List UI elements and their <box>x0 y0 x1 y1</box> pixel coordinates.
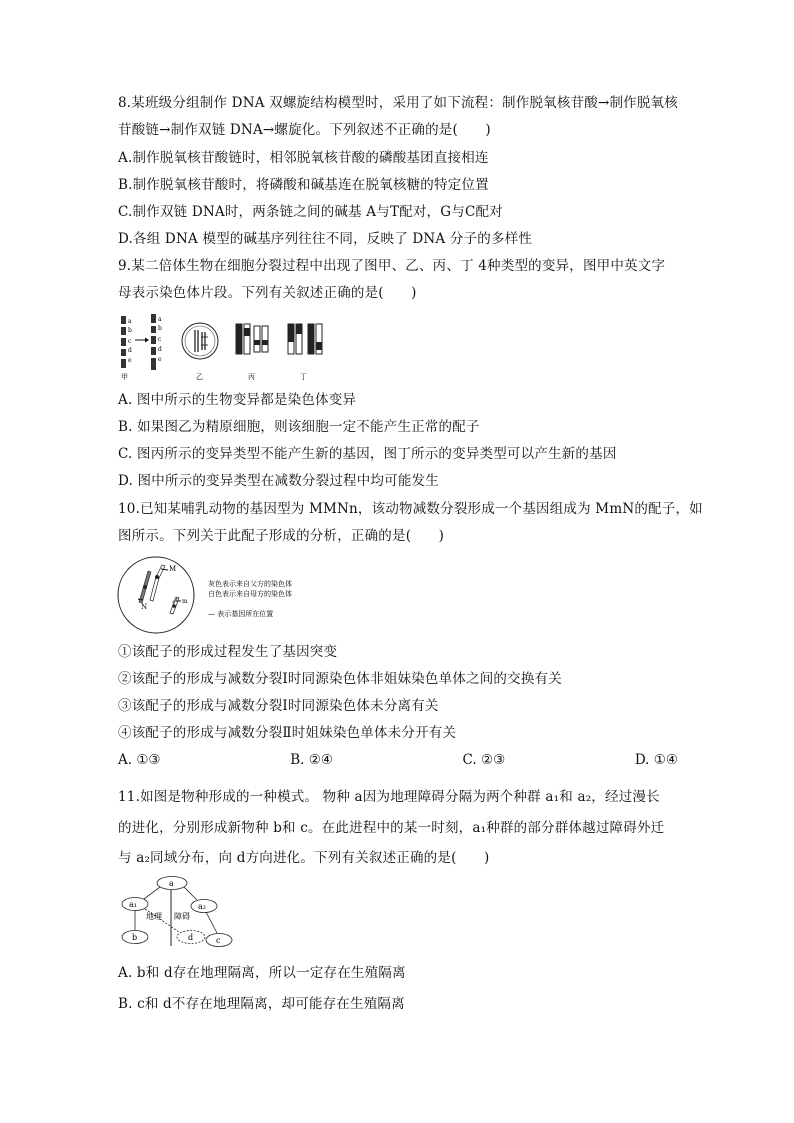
figure-bing <box>236 324 268 354</box>
q10-option-b: B. ②④ <box>290 752 333 768</box>
q10-stem-line2: 图所示。下列关于此配子形成的分析，正确的是( ) <box>118 528 445 544</box>
legend-paternal: 灰色表示来自父方的染色体 <box>208 580 292 588</box>
legend-gene-position: — 表示基因所在位置 <box>208 610 274 618</box>
svg-text:b: b <box>128 327 132 334</box>
svg-text:a: a <box>128 318 132 325</box>
q8-option-d: D.各组 DNA 模型的碱基序列往往不同，反映了 DNA 分子的多样性 <box>118 231 533 247</box>
barrier-label-2: 障碍 <box>174 912 190 921</box>
cell-circle <box>118 557 194 633</box>
svg-text:d: d <box>158 346 162 353</box>
svg-text:a₂: a₂ <box>198 902 206 911</box>
q9-stem-line1: 9.某二倍体生物在细胞分裂过程中出现了图甲、乙、丙、丁 4种类型的变异，图甲中英文字 <box>118 258 666 274</box>
q11-stem-line2: 的进化，分别形成新物种 b和 c。在此进程中的某一时刻，a₁种群的部分群体越过障碍外迁 <box>118 820 665 836</box>
q10-option-d: D. ①④ <box>634 752 678 768</box>
q9-stem-line2: 母表示染色体片段。下列有关叙述正确的是( ) <box>118 285 417 301</box>
svg-text:d: d <box>188 933 194 942</box>
q8-option-b: B.制作脱氧核苷酸时，将磷酸和碱基连在脱氧核糖的特定位置 <box>118 177 489 193</box>
figure-label-bing: 丙 <box>248 373 255 381</box>
q9-option-a: A. 图中所示的生物变异都是染色体变异 <box>118 392 357 408</box>
q8-option-c: C.制作双链 DNA时，两条链之间的碱基 A与T配对，G与C配对 <box>118 204 503 220</box>
legend-maternal: 白色表示来自母方的染色体 <box>208 590 292 598</box>
q10-options <box>118 750 678 770</box>
q11-option-a: A. b和 d存在地理隔离，所以一定存在生殖隔离 <box>118 965 406 981</box>
chromosome-m-lower <box>170 597 188 614</box>
svg-text:c: c <box>158 336 162 343</box>
q9-option-b: B. 如果图乙为精原细胞，则该细胞一定不能产生正常的配子 <box>118 419 480 435</box>
q11-stem-line3: 与 a₂同域分布，向 d方向进化。下列有关叙述正确的是( ) <box>118 850 490 866</box>
chromosome-n <box>138 571 151 611</box>
q10-statement-3: ③该配子的形成与减数分裂Ⅰ时同源染色体未分离有关 <box>118 698 439 714</box>
figure-ding <box>288 324 322 354</box>
q10-statement-4: ④该配子的形成与减数分裂Ⅱ时姐妹染色单体未分开有关 <box>118 725 457 741</box>
svg-text:c: c <box>216 936 221 945</box>
q8-stem-line1: 8.某班级分组制作 DNA 双螺旋结构模型时，采用了如下流程：制作脱氧核苷酸→制作脱氧核 <box>118 95 678 111</box>
q11-figure <box>114 874 240 952</box>
q9-figure <box>112 310 342 382</box>
svg-text:a₁: a₁ <box>129 900 137 909</box>
q10-option-c: C. ②③ <box>462 752 506 768</box>
q11-option-b: B. c和 d不存在地理隔离，却可能存在生殖隔离 <box>118 996 405 1012</box>
q10-option-a: A. ①③ <box>118 752 161 768</box>
figure-yi <box>182 323 218 359</box>
svg-text:e: e <box>128 357 132 364</box>
svg-text:d: d <box>128 347 132 354</box>
figure-label-ding: 丁 <box>300 373 307 381</box>
svg-text:m: m <box>182 598 188 605</box>
q9-option-c: C. 图丙所示的变异类型不能产生新的基因，图丁所示的变异类型可以产生新的基因 <box>118 446 617 462</box>
svg-text:c: c <box>128 338 132 345</box>
chromosome-m-upper <box>150 565 176 601</box>
q10-statement-2: ②该配子的形成与减数分裂Ⅰ时同源染色体非姐妹染色单体之间的交换有关 <box>118 671 562 687</box>
q10-statement-1: ①该配子的形成过程发生了基因突变 <box>118 644 338 660</box>
q10-stem-line1: 10.已知某哺乳动物的基因型为 MMNn，该动物减数分裂形成一个基因组成为 MmN的配子，如 <box>118 501 703 517</box>
figure-label-jia: 甲 <box>121 373 128 381</box>
figure-jia <box>121 314 162 370</box>
q11-stem-line1: 11.如图是物种形成的一种模式。 物种 a因为地理障碍分隔为两个种群 a₁和 a₂，经过漫长 <box>118 789 660 805</box>
q8-stem-line2: 苷酸链→制作双链 DNA→螺旋化。下列叙述不正确的是( ) <box>118 122 491 138</box>
svg-text:b: b <box>158 325 162 332</box>
svg-text:N: N <box>141 603 148 611</box>
svg-text:b: b <box>132 933 138 942</box>
svg-text:a: a <box>158 316 162 323</box>
q10-figure <box>116 555 326 637</box>
svg-text:M: M <box>169 565 177 573</box>
svg-text:a: a <box>169 879 174 888</box>
barrier-label-1: 地理 <box>146 912 162 921</box>
svg-text:e: e <box>158 356 162 363</box>
figure-label-yi: 乙 <box>196 373 203 381</box>
q9-option-d: D. 图中所示的变异类型在减数分裂过程中均可能发生 <box>118 473 439 489</box>
q8-option-a: A.制作脱氧核苷酸链时，相邻脱氧核苷酸的磷酸基团直接相连 <box>118 150 489 166</box>
